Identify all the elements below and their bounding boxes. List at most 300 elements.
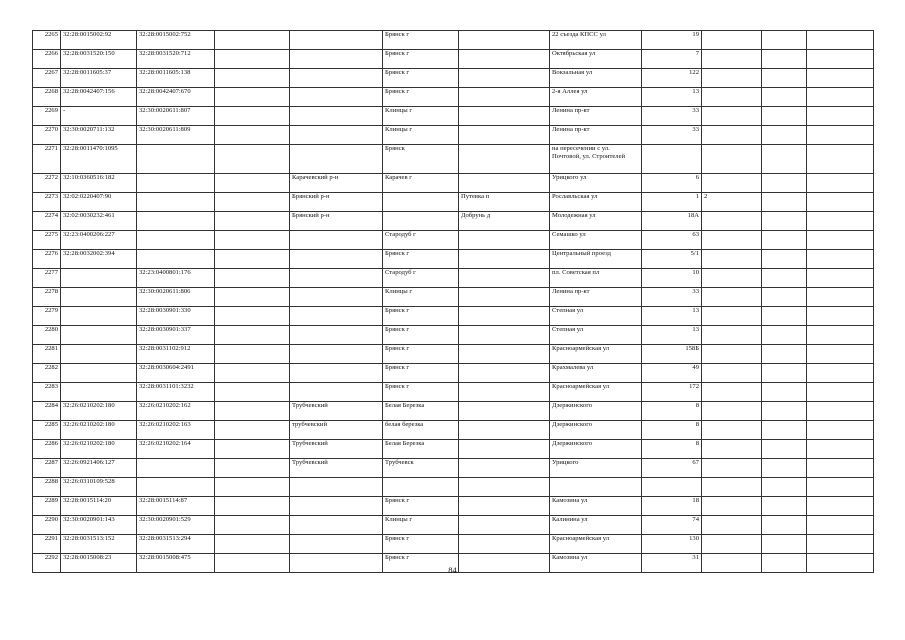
house-number-cell: 8: [642, 421, 702, 440]
district-cell: Карачевский р-н: [290, 174, 383, 193]
street-cell: 2-я Аллея ул: [550, 88, 642, 107]
table-row: [33, 88, 874, 107]
locality-cell: [383, 193, 459, 212]
blank-cell: [807, 364, 874, 383]
cadastral-number-land-cell: 32:26:0210202:180: [61, 440, 137, 459]
street-cell: Красноармейская ул: [550, 345, 642, 364]
blank-cell: [807, 459, 874, 478]
building-number-cell: [702, 107, 762, 126]
cadastral-number-building-cell: [137, 478, 215, 497]
document-sheet: [32, 30, 874, 573]
house-number-cell: 130: [642, 535, 702, 554]
locality-cell: Карачев г: [383, 174, 459, 193]
building-number-cell: [702, 478, 762, 497]
house-number-cell: 33: [642, 126, 702, 145]
district-cell: Брянский р-н: [290, 193, 383, 212]
house-number-cell: 5/1: [642, 250, 702, 269]
district-cell: Трубчевский: [290, 402, 383, 421]
settlement-cell: [459, 126, 550, 145]
street-cell: Семашко ул: [550, 231, 642, 250]
row-number-cell: 2291: [33, 535, 61, 554]
empty-column-cell: [215, 50, 290, 69]
extra-cell: [762, 402, 807, 421]
house-number-cell: 10: [642, 269, 702, 288]
cadastral-number-land-cell: 32:28:0015002:92: [61, 31, 137, 50]
cadastral-number-building-cell: 32:30:0020611:809: [137, 126, 215, 145]
settlement-cell: [459, 145, 550, 174]
cadastral-number-building-cell: 32:28:0031513:294: [137, 535, 215, 554]
table-row: [33, 516, 874, 535]
house-number-cell: 7: [642, 50, 702, 69]
property-register-table: [32, 30, 874, 573]
building-number-cell: [702, 88, 762, 107]
street-cell: Дзержинского: [550, 402, 642, 421]
building-number-cell: [702, 31, 762, 50]
empty-column-cell: [215, 174, 290, 193]
district-cell: [290, 107, 383, 126]
house-number-cell: 13: [642, 307, 702, 326]
page-number: 84: [448, 565, 457, 575]
cadastral-number-building-cell: 32:28:0030604:2491: [137, 364, 215, 383]
extra-cell: [762, 212, 807, 231]
empty-column-cell: [215, 69, 290, 88]
row-number-cell: 2268: [33, 88, 61, 107]
locality-cell: Брянск г: [383, 69, 459, 88]
blank-cell: [807, 478, 874, 497]
cadastral-number-building-cell: 32:26:0210202:163: [137, 421, 215, 440]
empty-column-cell: [215, 269, 290, 288]
street-cell: Дзержинского: [550, 440, 642, 459]
house-number-cell: 74: [642, 516, 702, 535]
building-number-cell: [702, 440, 762, 459]
settlement-cell: [459, 307, 550, 326]
blank-cell: [807, 497, 874, 516]
blank-cell: [807, 326, 874, 345]
street-cell: Крахмалева ул: [550, 364, 642, 383]
house-number-cell: 8: [642, 440, 702, 459]
table-row: [33, 459, 874, 478]
blank-cell: [807, 31, 874, 50]
district-cell: [290, 31, 383, 50]
empty-column-cell: [215, 126, 290, 145]
row-number-cell: 2278: [33, 288, 61, 307]
extra-cell: [762, 383, 807, 402]
extra-cell: [762, 250, 807, 269]
cadastral-number-building-cell: 32:28:0031520:712: [137, 50, 215, 69]
table-row: [33, 212, 874, 231]
street-cell: Красноармейская ул: [550, 535, 642, 554]
empty-column-cell: [215, 193, 290, 212]
building-number-cell: [702, 50, 762, 69]
table-row: [33, 402, 874, 421]
settlement-cell: Путевка п: [459, 193, 550, 212]
house-number-cell: 33: [642, 107, 702, 126]
cadastral-number-building-cell: 32:28:0031101:3232: [137, 383, 215, 402]
locality-cell: Клинцы г: [383, 288, 459, 307]
street-cell: Урицкого: [550, 459, 642, 478]
table-row: [33, 364, 874, 383]
empty-column-cell: [215, 212, 290, 231]
building-number-cell: [702, 145, 762, 174]
empty-column-cell: [215, 383, 290, 402]
district-cell: [290, 307, 383, 326]
settlement-cell: Добрунь д: [459, 212, 550, 231]
empty-column-cell: [215, 459, 290, 478]
settlement-cell: [459, 88, 550, 107]
table-row: [33, 383, 874, 402]
house-number-cell: 172: [642, 383, 702, 402]
row-number-cell: 2273: [33, 193, 61, 212]
table-row: [33, 145, 874, 174]
settlement-cell: [459, 269, 550, 288]
extra-cell: [762, 364, 807, 383]
settlement-cell: [459, 364, 550, 383]
empty-column-cell: [215, 364, 290, 383]
cadastral-number-building-cell: [137, 193, 215, 212]
locality-cell: Брянск г: [383, 88, 459, 107]
cadastral-number-building-cell: [137, 145, 215, 174]
row-number-cell: 2265: [33, 31, 61, 50]
building-number-cell: [702, 421, 762, 440]
blank-cell: [807, 402, 874, 421]
cadastral-number-building-cell: 32:28:0011605:138: [137, 69, 215, 88]
extra-cell: [762, 535, 807, 554]
building-number-cell: [702, 345, 762, 364]
row-number-cell: 2292: [33, 554, 61, 573]
locality-cell: белая березка: [383, 421, 459, 440]
locality-cell: Клинцы г: [383, 516, 459, 535]
street-cell: 22 съезда КПСС ул: [550, 31, 642, 50]
locality-cell: Стародуб г: [383, 269, 459, 288]
extra-cell: [762, 69, 807, 88]
house-number-cell: 33: [642, 288, 702, 307]
district-cell: [290, 478, 383, 497]
cadastral-number-land-cell: 32:28:0031520:150: [61, 50, 137, 69]
table-row: [33, 440, 874, 459]
district-cell: [290, 145, 383, 174]
house-number-cell: 49: [642, 364, 702, 383]
extra-cell: [762, 307, 807, 326]
cadastral-number-land-cell: 32:26:0921406:127: [61, 459, 137, 478]
settlement-cell: [459, 288, 550, 307]
district-cell: [290, 269, 383, 288]
house-number-cell: 122: [642, 69, 702, 88]
locality-cell: Брянск г: [383, 307, 459, 326]
extra-cell: [762, 107, 807, 126]
cadastral-number-land-cell: [61, 326, 137, 345]
district-cell: [290, 345, 383, 364]
table-row: [33, 107, 874, 126]
table-row: [33, 345, 874, 364]
cadastral-number-land-cell: 32:28:0015008:23: [61, 554, 137, 573]
settlement-cell: [459, 326, 550, 345]
cadastral-number-building-cell: 32:28:0015114:87: [137, 497, 215, 516]
empty-column-cell: [215, 516, 290, 535]
building-number-cell: [702, 212, 762, 231]
row-number-cell: 2287: [33, 459, 61, 478]
extra-cell: [762, 516, 807, 535]
settlement-cell: [459, 231, 550, 250]
extra-cell: [762, 50, 807, 69]
empty-column-cell: [215, 250, 290, 269]
house-number-cell: 18А: [642, 212, 702, 231]
settlement-cell: [459, 107, 550, 126]
blank-cell: [807, 174, 874, 193]
locality-cell: Брянск г: [383, 50, 459, 69]
row-number-cell: 2267: [33, 69, 61, 88]
extra-cell: [762, 193, 807, 212]
building-number-cell: [702, 250, 762, 269]
district-cell: [290, 250, 383, 269]
settlement-cell: [459, 516, 550, 535]
street-cell: пл. Советская пл: [550, 269, 642, 288]
building-number-cell: 2: [702, 193, 762, 212]
street-cell: [550, 478, 642, 497]
street-cell: Ленина пр-кт: [550, 126, 642, 145]
empty-column-cell: [215, 326, 290, 345]
settlement-cell: [459, 459, 550, 478]
district-cell: [290, 516, 383, 535]
house-number-cell: 8: [642, 402, 702, 421]
settlement-cell: [459, 50, 550, 69]
row-number-cell: 2281: [33, 345, 61, 364]
settlement-cell: [459, 478, 550, 497]
empty-column-cell: [215, 107, 290, 126]
building-number-cell: [702, 402, 762, 421]
empty-column-cell: [215, 402, 290, 421]
settlement-cell: [459, 383, 550, 402]
locality-cell: Белая Березка: [383, 402, 459, 421]
cadastral-number-building-cell: 32:30:0020901:529: [137, 516, 215, 535]
row-number-cell: 2288: [33, 478, 61, 497]
row-number-cell: 2269: [33, 107, 61, 126]
table-row: [33, 31, 874, 50]
row-number-cell: 2283: [33, 383, 61, 402]
locality-cell: [383, 212, 459, 231]
street-cell: Степная ул: [550, 326, 642, 345]
district-cell: [290, 126, 383, 145]
street-cell: Камозина ул: [550, 554, 642, 573]
cadastral-number-land-cell: [61, 307, 137, 326]
cadastral-number-land-cell: 32:26:0210202:180: [61, 402, 137, 421]
extra-cell: [762, 231, 807, 250]
cadastral-number-land-cell: -: [61, 107, 137, 126]
locality-cell: Клинцы г: [383, 107, 459, 126]
street-cell: Урицкого ул: [550, 174, 642, 193]
cadastral-number-land-cell: [61, 269, 137, 288]
blank-cell: [807, 421, 874, 440]
extra-cell: [762, 459, 807, 478]
empty-column-cell: [215, 421, 290, 440]
street-cell: Вокзальная ул: [550, 69, 642, 88]
extra-cell: [762, 345, 807, 364]
table-row: [33, 174, 874, 193]
locality-cell: Брянск г: [383, 497, 459, 516]
district-cell: [290, 88, 383, 107]
extra-cell: [762, 145, 807, 174]
cadastral-number-building-cell: 32:30:0020611:807: [137, 107, 215, 126]
locality-cell: Брянск г: [383, 345, 459, 364]
locality-cell: Брянск г: [383, 364, 459, 383]
locality-cell: Брянск г: [383, 326, 459, 345]
table-row: [33, 193, 874, 212]
cadastral-number-building-cell: 32:30:0020611:806: [137, 288, 215, 307]
house-number-cell: [642, 145, 702, 174]
settlement-cell: [459, 440, 550, 459]
house-number-cell: 13: [642, 88, 702, 107]
street-cell: Степная ул: [550, 307, 642, 326]
empty-column-cell: [215, 31, 290, 50]
cadastral-number-land-cell: [61, 383, 137, 402]
blank-cell: [807, 269, 874, 288]
house-number-cell: 67: [642, 459, 702, 478]
district-cell: [290, 288, 383, 307]
street-cell: Ленина пр-кт: [550, 107, 642, 126]
cadastral-number-land-cell: 32:28:0011605:37: [61, 69, 137, 88]
street-cell: Октябрьская ул: [550, 50, 642, 69]
locality-cell: Брянск г: [383, 250, 459, 269]
cadastral-number-building-cell: 32:28:0030901:330: [137, 307, 215, 326]
table-row: [33, 50, 874, 69]
district-cell: [290, 326, 383, 345]
row-number-cell: 2272: [33, 174, 61, 193]
extra-cell: [762, 88, 807, 107]
row-number-cell: 2276: [33, 250, 61, 269]
building-number-cell: [702, 535, 762, 554]
empty-column-cell: [215, 535, 290, 554]
building-number-cell: [702, 383, 762, 402]
cadastral-number-building-cell: 32:26:0210202:164: [137, 440, 215, 459]
extra-cell: [762, 31, 807, 50]
street-cell: Рославльская ул: [550, 193, 642, 212]
cadastral-number-land-cell: 32:28:0015114:20: [61, 497, 137, 516]
street-cell: Камозина ул: [550, 497, 642, 516]
cadastral-number-land-cell: 32:28:0011470:1095: [61, 145, 137, 174]
cadastral-number-land-cell: [61, 345, 137, 364]
locality-cell: Брянск г: [383, 31, 459, 50]
district-cell: [290, 497, 383, 516]
blank-cell: [807, 88, 874, 107]
table-row: [33, 231, 874, 250]
blank-cell: [807, 145, 874, 174]
settlement-cell: [459, 535, 550, 554]
row-number-cell: 2289: [33, 497, 61, 516]
cadastral-number-building-cell: 32:23:0400801:176: [137, 269, 215, 288]
locality-cell: Брянск г: [383, 383, 459, 402]
extra-cell: [762, 269, 807, 288]
cadastral-number-land-cell: 32:02:0030232:461: [61, 212, 137, 231]
house-number-cell: 158Б: [642, 345, 702, 364]
street-cell: Дзержинского: [550, 421, 642, 440]
district-cell: [290, 231, 383, 250]
table-row: [33, 497, 874, 516]
extra-cell: [762, 421, 807, 440]
district-cell: [290, 50, 383, 69]
cadastral-number-building-cell: 32:28:0042407:670: [137, 88, 215, 107]
settlement-cell: [459, 421, 550, 440]
empty-column-cell: [215, 478, 290, 497]
row-number-cell: 2279: [33, 307, 61, 326]
building-number-cell: [702, 326, 762, 345]
row-number-cell: 2290: [33, 516, 61, 535]
table-row: [33, 478, 874, 497]
building-number-cell: [702, 516, 762, 535]
row-number-cell: 2277: [33, 269, 61, 288]
street-cell: Центральный проезд: [550, 250, 642, 269]
row-number-cell: 2280: [33, 326, 61, 345]
blank-cell: [807, 193, 874, 212]
row-number-cell: 2274: [33, 212, 61, 231]
house-number-cell: 19: [642, 31, 702, 50]
street-cell: на пересечении с ул. Почтовой, ул. Строителей: [550, 145, 642, 174]
cadastral-number-land-cell: 32:30:0020711:132: [61, 126, 137, 145]
cadastral-number-building-cell: 32:28:0031102:912: [137, 345, 215, 364]
extra-cell: [762, 288, 807, 307]
district-cell: [290, 69, 383, 88]
district-cell: [290, 364, 383, 383]
blank-cell: [807, 345, 874, 364]
row-number-cell: 2285: [33, 421, 61, 440]
locality-cell: Брянск г: [383, 554, 459, 573]
extra-cell: [762, 497, 807, 516]
cadastral-number-land-cell: 32:26:0310109:528: [61, 478, 137, 497]
empty-column-cell: [215, 307, 290, 326]
blank-cell: [807, 231, 874, 250]
empty-column-cell: [215, 440, 290, 459]
cadastral-number-building-cell: [137, 459, 215, 478]
street-cell: Ленина пр-кт: [550, 288, 642, 307]
empty-column-cell: [215, 231, 290, 250]
locality-cell: Брянск: [383, 145, 459, 174]
building-number-cell: [702, 174, 762, 193]
cadastral-number-land-cell: 32:28:0042407:156: [61, 88, 137, 107]
street-cell: Красноармейская ул: [550, 383, 642, 402]
row-number-cell: 2286: [33, 440, 61, 459]
cadastral-number-building-cell: [137, 212, 215, 231]
house-number-cell: 18: [642, 497, 702, 516]
blank-cell: [807, 250, 874, 269]
cadastral-number-building-cell: [137, 174, 215, 193]
house-number-cell: 63: [642, 231, 702, 250]
cadastral-number-land-cell: 32:10:0360516:182: [61, 174, 137, 193]
building-number-cell: [702, 459, 762, 478]
register-rows: [33, 31, 874, 573]
building-number-cell: [702, 126, 762, 145]
blank-cell: [807, 383, 874, 402]
cadastral-number-land-cell: [61, 364, 137, 383]
blank-cell: [807, 126, 874, 145]
table-row: [33, 250, 874, 269]
cadastral-number-land-cell: [61, 288, 137, 307]
house-number-cell: 1: [642, 193, 702, 212]
building-number-cell: [702, 364, 762, 383]
cadastral-number-building-cell: 32:28:0015002:752: [137, 31, 215, 50]
empty-column-cell: [215, 145, 290, 174]
settlement-cell: [459, 497, 550, 516]
cadastral-number-land-cell: 32:28:0032002:394: [61, 250, 137, 269]
empty-column-cell: [215, 288, 290, 307]
cadastral-number-land-cell: 32:26:0210202:180: [61, 421, 137, 440]
building-number-cell: [702, 497, 762, 516]
cadastral-number-land-cell: 32:02:0220407:90: [61, 193, 137, 212]
table-row: [33, 288, 874, 307]
row-number-cell: 2270: [33, 126, 61, 145]
table-row: [33, 269, 874, 288]
blank-cell: [807, 440, 874, 459]
empty-column-cell: [215, 88, 290, 107]
row-number-cell: 2284: [33, 402, 61, 421]
building-number-cell: [702, 307, 762, 326]
